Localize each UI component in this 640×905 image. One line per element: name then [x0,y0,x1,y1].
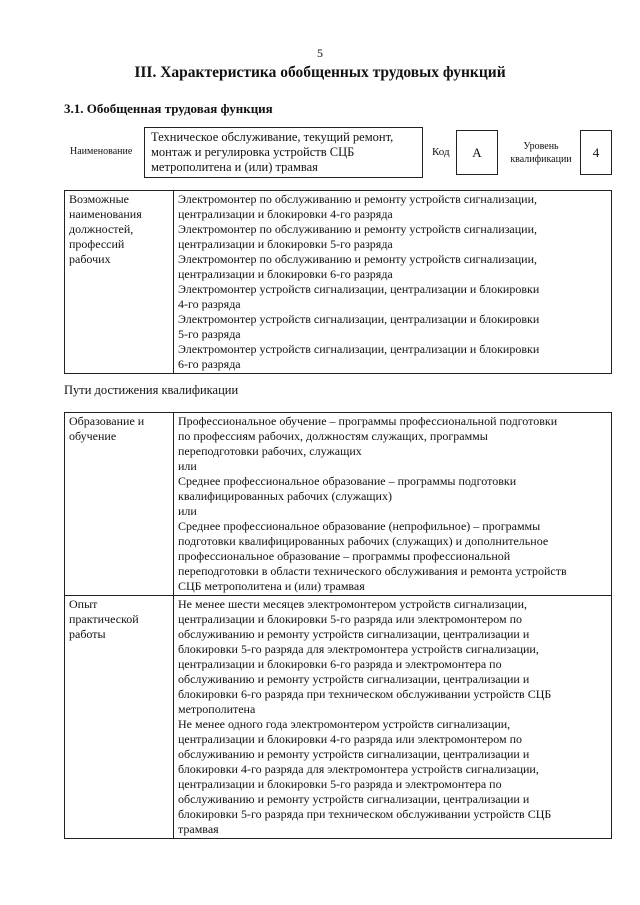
positions-label-cell [65,191,174,374]
education-value-cell [174,413,612,596]
experience-value-cell [174,596,612,839]
level-label-line: квалификации [510,154,572,165]
subsection-title: 3.1. Обобщенная трудовая функция [64,101,273,116]
cell-line: Электромонтер по обслуживанию и ремонту устройств сигнализации, [178,192,538,206]
cell-line: блокировки 5-го разряда для электромонтера устройств сигнализации, [178,642,539,656]
cell-line: Образование и [69,414,145,428]
cell-line: обслуживанию и ремонту устройств сигнализации, централизации и [178,747,530,761]
cell-line: подготовки квалифицированных рабочих (служащих) и дополнительное [178,534,549,548]
cell-line: централизации и блокировки 5-го разряда и электромонтера по [178,777,502,791]
cell-line: переподготовки в области технического обслуживания и ремонта устройств [178,564,567,578]
cell-line: или [178,459,197,473]
cell-line: обслуживанию и ремонту устройств сигнализации, централизации и [178,672,530,686]
cell-line: Электромонтер по обслуживанию и ремонту устройств сигнализации, [178,222,538,236]
level-value-box: 4 [580,130,612,175]
function-name-line: Техническое обслуживание, текущий ремонт, [151,130,394,144]
cell-line: блокировки 5-го разряда при техническом обслуживании устройств СЦБ [178,807,552,821]
table-row [65,596,612,839]
cell-line: 5-го разряда [178,327,241,341]
table-row [65,191,612,374]
code-value-box: А [456,130,498,175]
cell-line: наименования [69,207,142,221]
cell-line: Среднее профессиональное образование (непрофильное) – программы [178,519,541,533]
cell-line: Опыт [69,597,98,611]
cell-line: централизации и блокировки 4-го разряда или электромонтером по [178,732,523,746]
cell-line: Электромонтер устройств сигнализации, централизации и блокировки [178,282,540,296]
cell-line: практической [69,612,139,626]
page-number: 5 [317,46,323,60]
cell-line: или [178,504,197,518]
cell-line: Профессиональное обучение – программы профессиональной подготовки [178,414,558,428]
cell-line: работы [69,627,106,641]
cell-line: обслуживанию и ремонту устройств сигнализации, централизации и [178,792,530,806]
cell-line: блокировки 4-го разряда для электромонтера устройств сигнализации, [178,762,539,776]
cell-line: профессий [69,237,125,251]
cell-line: обслуживанию и ремонту устройств сигнализации, централизации и [178,627,530,641]
cell-line: Среднее профессиональное образование – программы подготовки [178,474,517,488]
cell-line: рабочих [69,252,111,266]
positions-value-cell [174,191,612,374]
cell-line: Электромонтер устройств сигнализации, централизации и блокировки [178,312,540,326]
cell-line: блокировки 6-го разряда при техническом обслуживании устройств СЦБ [178,687,552,701]
level-label-line: Уровень [523,141,559,152]
cell-line: по профессиям рабочих, должностям служащих, программы [178,429,488,443]
cell-line: профессиональное образование – программы профессиональной [178,549,511,563]
paths-table [64,412,612,839]
cell-line: Не менее шести месяцев электромонтером устройств сигнализации, [178,597,527,611]
positions-table [64,190,612,374]
paths-title: Пути достижения квалификации [64,383,239,397]
cell-line: 4-го разряда [178,297,241,311]
experience-label-cell [65,596,174,839]
cell-line: 6-го разряда [178,357,241,371]
cell-line: квалифицированных рабочих (служащих) [178,489,392,503]
cell-line: трамвая [178,822,219,836]
cell-line: СЦБ метрополитена и (или) трамвая [178,579,365,593]
cell-line: Не менее одного года электромонтером устройств сигнализации, [178,717,511,731]
section-title: III. Характеристика обобщенных трудовых функций [134,64,506,81]
cell-line: должностей, [69,222,134,236]
code-label: Код [432,146,450,158]
cell-line: Возможные [69,192,129,206]
cell-line: метрополитена [178,702,256,716]
level-label [506,140,576,166]
function-name-line: метрополитена и (или) трамвая [151,160,318,174]
table-row [65,413,612,596]
function-name-box [144,127,423,178]
cell-line: централизации и блокировки 5-го разряда или электромонтером по [178,612,523,626]
cell-line: централизации и блокировки 4-го разряда [178,207,393,221]
cell-line: Электромонтер устройств сигнализации, централизации и блокировки [178,342,540,356]
cell-line: централизации и блокировки 5-го разряда [178,237,393,251]
cell-line: Электромонтер по обслуживанию и ремонту устройств сигнализации, [178,252,538,266]
cell-line: централизации и блокировки 6-го разряда [178,267,393,281]
cell-line: централизации и блокировки 6-го разряда и электромонтера по [178,657,502,671]
cell-line: переподготовки рабочих, служащих [178,444,362,458]
function-name-line: монтаж и регулировка устройств СЦБ [151,145,355,159]
name-label: Наименование [70,146,133,157]
cell-line: обучение [69,429,117,443]
education-label-cell [65,413,174,596]
